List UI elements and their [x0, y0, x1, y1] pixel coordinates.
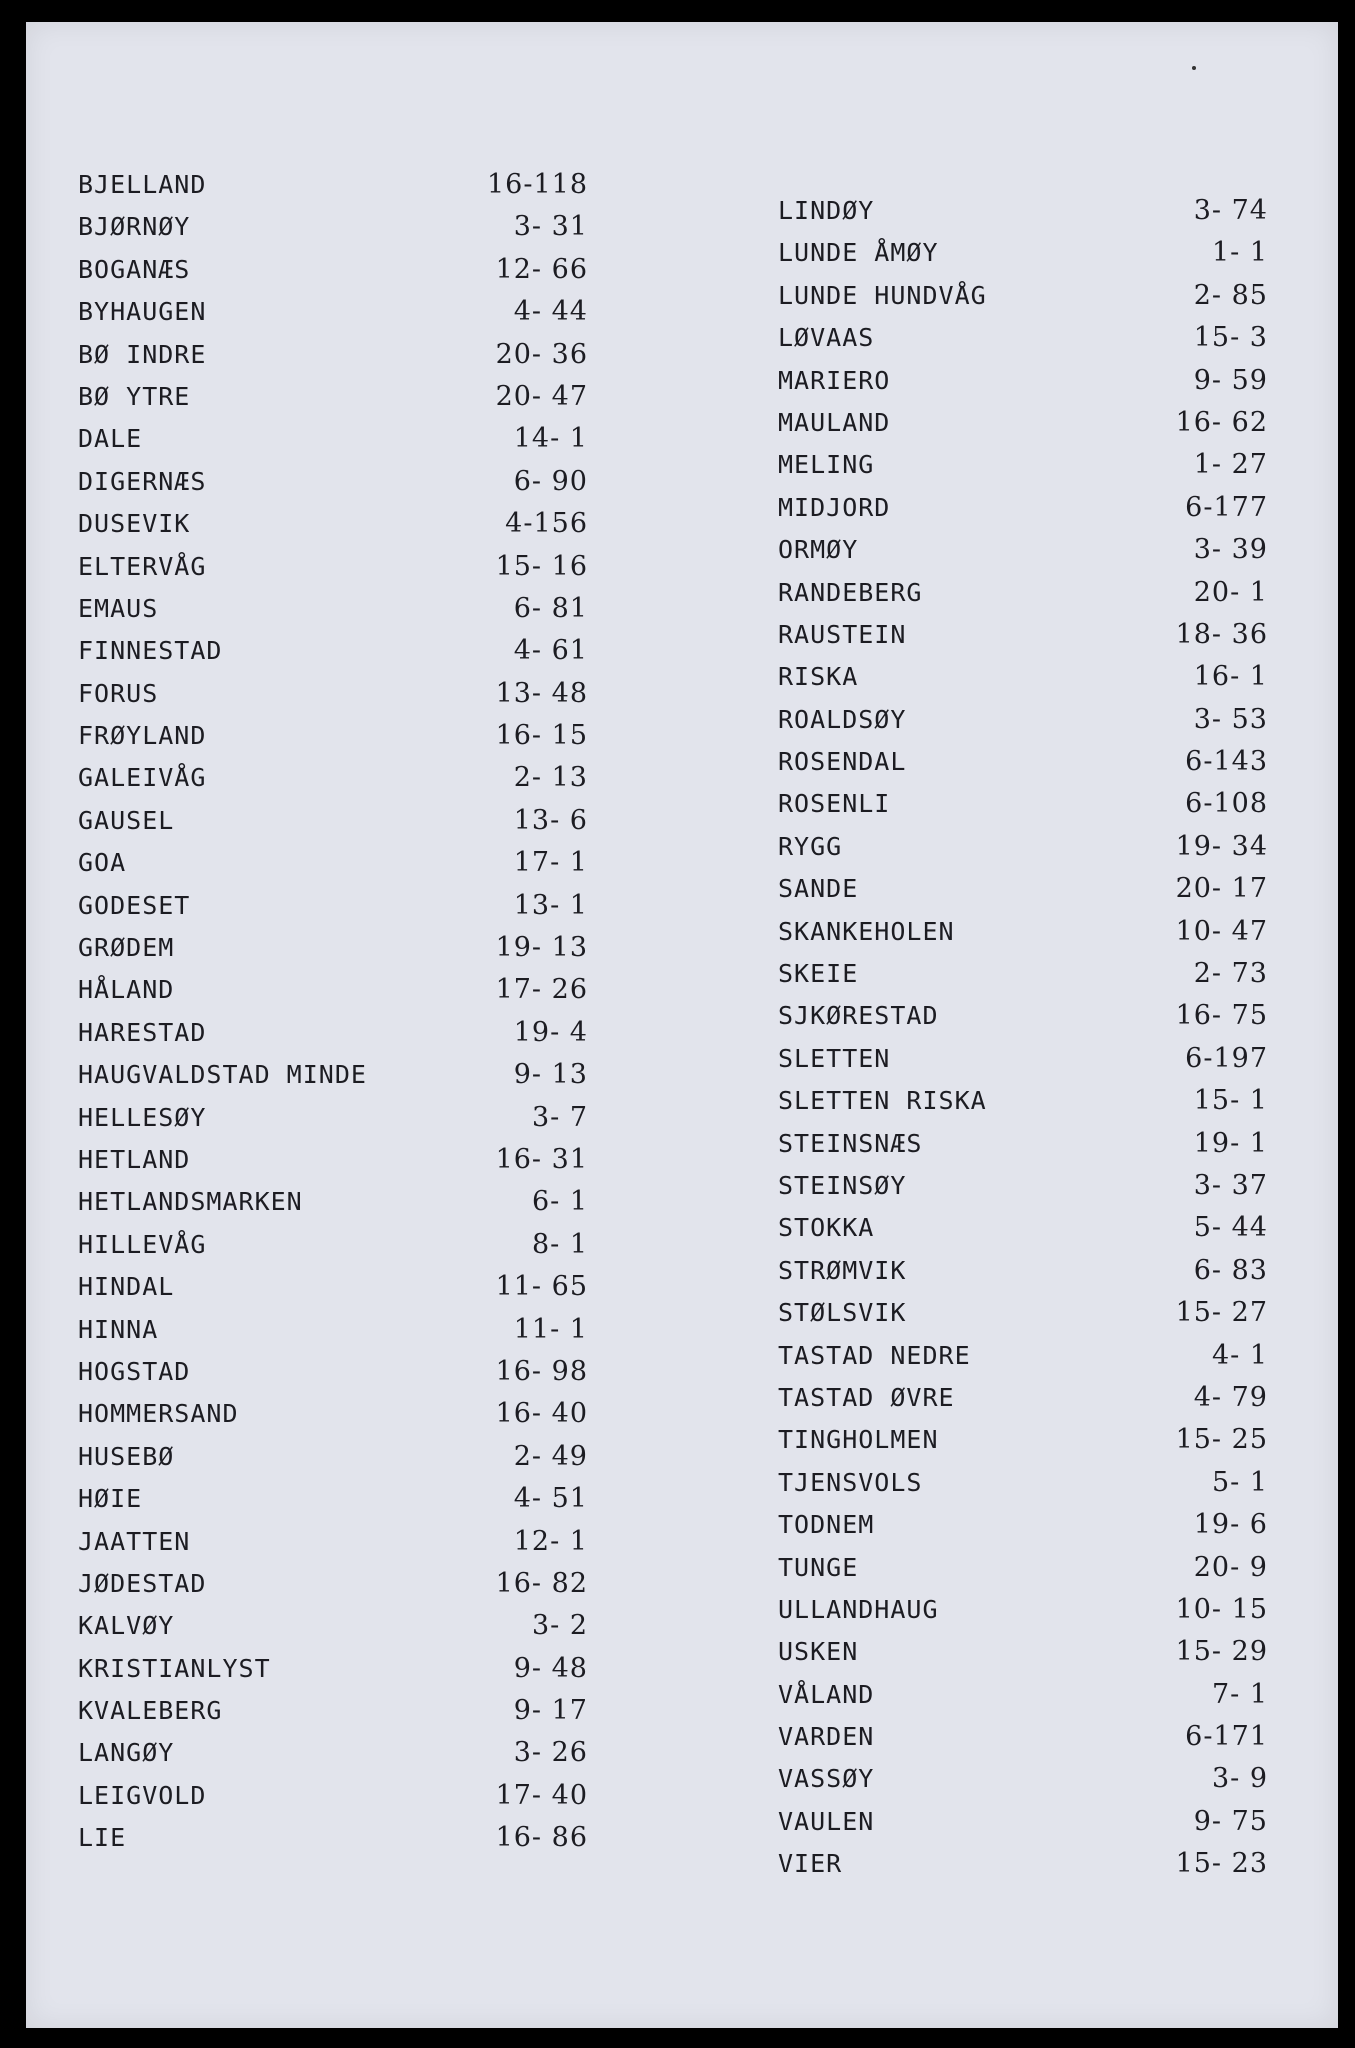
- reference-number: 7- 1: [1211, 1678, 1268, 1710]
- reference-number: 1- 1: [1211, 237, 1268, 269]
- list-item: [778, 317, 1268, 359]
- list-item: [78, 1012, 588, 1054]
- reference-number: 16- 31: [495, 1143, 588, 1175]
- reference-number: 16- 98: [495, 1355, 588, 1387]
- list-item: [778, 275, 1268, 317]
- place-name: VARDEN: [778, 1722, 875, 1752]
- place-name: RAUSTEIN: [778, 619, 907, 649]
- place-name: TASTAD ØVRE: [778, 1382, 955, 1412]
- list-item: [78, 588, 588, 630]
- place-name: FINNESTAD: [78, 636, 223, 666]
- reference-number: 4- 44: [513, 296, 588, 328]
- reference-number: 11- 65: [495, 1271, 588, 1303]
- list-item: [778, 995, 1268, 1037]
- reference-number: 16- 75: [1175, 1000, 1268, 1032]
- list-item: [78, 1690, 588, 1732]
- reference-number: 4- 1: [1211, 1339, 1268, 1371]
- place-name: HELLESØY: [78, 1102, 207, 1132]
- place-name: LØVAAS: [778, 323, 875, 353]
- reference-number: 6-177: [1185, 491, 1268, 523]
- reference-number: 17- 26: [495, 974, 588, 1006]
- reference-number: 1- 27: [1193, 449, 1268, 481]
- reference-number: 12- 1: [513, 1525, 588, 1557]
- place-name: KVALEBERG: [78, 1696, 223, 1726]
- reference-number: 15- 16: [495, 550, 588, 582]
- list-item: [78, 376, 588, 418]
- reference-number: 9- 75: [1193, 1805, 1268, 1837]
- list-item: [778, 1589, 1268, 1631]
- reference-number: 18- 36: [1175, 618, 1268, 650]
- speck-mark: [1192, 66, 1196, 70]
- reference-number: 3- 7: [531, 1101, 588, 1133]
- list-item: [78, 249, 588, 291]
- reference-number: 16- 62: [1175, 406, 1268, 438]
- place-name: VASSØY: [778, 1764, 875, 1794]
- place-name: VAULEN: [778, 1806, 875, 1836]
- list-item: [778, 1250, 1268, 1292]
- list-item: [778, 1801, 1268, 1843]
- place-name: FORUS: [78, 678, 159, 708]
- place-name: SKANKEHOLEN: [778, 916, 955, 946]
- place-name: STOKKA: [778, 1213, 875, 1243]
- list-item: [78, 418, 588, 460]
- place-name: HØIE: [78, 1484, 143, 1514]
- place-name: HILLEVÅG: [78, 1229, 207, 1259]
- place-name: DALE: [78, 424, 143, 454]
- reference-number: 9- 17: [513, 1695, 588, 1727]
- list-item: [778, 699, 1268, 741]
- reference-number: 15- 29: [1175, 1636, 1268, 1668]
- place-name: TASTAD NEDRE: [778, 1340, 971, 1370]
- place-name: RYGG: [778, 831, 843, 861]
- reference-number: 20- 36: [495, 338, 588, 370]
- place-name: RISKA: [778, 662, 859, 692]
- list-item: [778, 868, 1268, 910]
- list-item: [78, 164, 588, 206]
- list-item: [78, 1775, 588, 1817]
- place-name: STØLSVIK: [778, 1298, 907, 1328]
- list-item: [778, 1123, 1268, 1165]
- list-item: [778, 402, 1268, 444]
- list-item: [78, 842, 588, 884]
- place-name: KRISTIANLYST: [78, 1653, 271, 1683]
- reference-number: 3- 2: [531, 1610, 588, 1642]
- reference-number: 15- 23: [1175, 1848, 1268, 1880]
- list-item: [778, 1674, 1268, 1716]
- place-name: SLETTEN RISKA: [778, 1086, 987, 1116]
- list-item: [78, 334, 588, 376]
- place-name: BOGANÆS: [78, 254, 191, 284]
- place-name: SJKØRESTAD: [778, 1001, 939, 1031]
- list-item: [78, 1605, 588, 1647]
- reference-number: 2- 85: [1193, 279, 1268, 311]
- list-item: [78, 927, 588, 969]
- place-name: KALVØY: [78, 1611, 175, 1641]
- list-item: [78, 503, 588, 545]
- reference-number: 16- 40: [495, 1398, 588, 1430]
- reference-number: 20- 9: [1193, 1551, 1268, 1583]
- place-name: GRØDEM: [78, 933, 175, 963]
- reference-number: 2- 13: [513, 762, 588, 794]
- place-name: BJØRNØY: [78, 212, 191, 242]
- reference-number: 3- 26: [513, 1737, 588, 1769]
- reference-number: 6-171: [1185, 1721, 1268, 1753]
- reference-number: 20- 1: [1193, 576, 1268, 608]
- reference-number: 16- 1: [1193, 661, 1268, 693]
- list-item: [778, 741, 1268, 783]
- place-name: HOMMERSAND: [78, 1399, 239, 1429]
- reference-number: 17- 1: [513, 847, 588, 879]
- list-item: [78, 800, 588, 842]
- list-item: [778, 190, 1268, 232]
- place-name: BØ INDRE: [78, 339, 207, 369]
- reference-number: 6-197: [1185, 1042, 1268, 1074]
- list-item: [778, 1504, 1268, 1546]
- list-item: [778, 232, 1268, 274]
- place-name: TUNGE: [778, 1552, 859, 1582]
- list-item: [78, 461, 588, 503]
- place-name: LANGØY: [78, 1738, 175, 1768]
- list-item: [78, 1436, 588, 1478]
- list-item: [778, 656, 1268, 698]
- place-name: VIER: [778, 1849, 843, 1879]
- list-item: [778, 1843, 1268, 1885]
- place-name: ROALDSØY: [778, 704, 907, 734]
- list-item: [778, 1758, 1268, 1800]
- reference-number: 13- 48: [495, 677, 588, 709]
- reference-number: 19- 34: [1175, 830, 1268, 862]
- list-item: [78, 1563, 588, 1605]
- place-name: SKEIE: [778, 959, 859, 989]
- list-item: [778, 1631, 1268, 1673]
- place-name: GOA: [78, 848, 127, 878]
- place-name: STEINSØY: [778, 1170, 907, 1200]
- reference-number: 11- 1: [513, 1313, 588, 1345]
- place-name: GODESET: [78, 890, 191, 920]
- reference-number: 3- 9: [1211, 1763, 1268, 1795]
- place-name: DIGERNÆS: [78, 466, 207, 496]
- list-item: [78, 1224, 588, 1266]
- place-name: BYHAUGEN: [78, 297, 207, 327]
- list-item: [78, 673, 588, 715]
- list-item: [778, 1080, 1268, 1122]
- reference-number: 4- 51: [513, 1483, 588, 1515]
- list-item: [778, 1716, 1268, 1758]
- list-item: [778, 826, 1268, 868]
- list-item: [778, 572, 1268, 614]
- list-item: [778, 1377, 1268, 1419]
- list-item: [78, 1139, 588, 1181]
- place-name: EMAUS: [78, 593, 159, 623]
- place-name: ROSENDAL: [778, 747, 907, 777]
- place-name: MARIERO: [778, 365, 891, 395]
- list-item: [78, 1097, 588, 1139]
- list-item: [778, 1207, 1268, 1249]
- place-name: STEINSNÆS: [778, 1128, 923, 1158]
- reference-number: 12- 66: [495, 253, 588, 285]
- place-name: SANDE: [778, 874, 859, 904]
- place-name: GALEIVÅG: [78, 763, 207, 793]
- list-item: [78, 885, 588, 927]
- list-item: [778, 529, 1268, 571]
- place-name: ELTERVÅG: [78, 551, 207, 581]
- reference-number: 6- 81: [513, 592, 588, 624]
- place-name: BØ YTRE: [78, 381, 191, 411]
- reference-number: 4-156: [505, 508, 588, 540]
- list-item: [778, 1419, 1268, 1461]
- place-name: FRØYLAND: [78, 721, 207, 751]
- reference-number: 8- 1: [531, 1228, 588, 1260]
- reference-number: 13- 1: [513, 889, 588, 921]
- list-item: [78, 1351, 588, 1393]
- reference-number: 20- 47: [495, 380, 588, 412]
- place-name: GAUSEL: [78, 805, 175, 835]
- list-item: [78, 1393, 588, 1435]
- place-name: HARESTAD: [78, 1017, 207, 1047]
- reference-number: 19- 13: [495, 932, 588, 964]
- list-item: [778, 1547, 1268, 1589]
- left-place-list: [78, 164, 588, 1860]
- reference-number: 16- 15: [495, 720, 588, 752]
- reference-number: 19- 1: [1193, 1127, 1268, 1159]
- place-name: LUNDE ÅMØY: [778, 238, 939, 268]
- reference-number: 16- 82: [495, 1567, 588, 1599]
- reference-number: 6-108: [1185, 788, 1268, 820]
- right-place-list: [778, 190, 1268, 1886]
- place-name: HAUGVALDSTAD MINDE: [78, 1060, 367, 1090]
- place-name: STRØMVIK: [778, 1255, 907, 1285]
- place-name: VÅLAND: [778, 1679, 875, 1709]
- list-item: [78, 206, 588, 248]
- place-name: HETLANDSMARKEN: [78, 1187, 303, 1217]
- reference-number: 13- 6: [513, 804, 588, 836]
- reference-number: 19- 6: [1193, 1509, 1268, 1541]
- reference-number: 3- 74: [1193, 195, 1268, 226]
- reference-number: 6- 1: [531, 1186, 588, 1218]
- reference-number: 15- 3: [1193, 322, 1268, 354]
- list-item: [778, 1165, 1268, 1207]
- place-name: ORMØY: [778, 535, 859, 565]
- list-item: [78, 757, 588, 799]
- reference-number: 14- 1: [513, 423, 588, 455]
- document-page: [26, 22, 1338, 2028]
- place-name: LIE: [78, 1823, 127, 1853]
- reference-number: 4- 79: [1193, 1381, 1268, 1413]
- place-name: SLETTEN: [778, 1043, 891, 1073]
- reference-number: 10- 15: [1175, 1593, 1268, 1625]
- reference-number: 3- 37: [1193, 1169, 1268, 1201]
- reference-number: 2- 49: [513, 1440, 588, 1472]
- place-name: HOGSTAD: [78, 1356, 191, 1386]
- place-name: LEIGVOLD: [78, 1780, 207, 1810]
- list-item: [78, 1732, 588, 1774]
- reference-number: 2- 73: [1193, 958, 1268, 990]
- place-name: HINNA: [78, 1314, 159, 1344]
- place-name: HÅLAND: [78, 975, 175, 1005]
- reference-number: 20- 17: [1175, 873, 1268, 905]
- place-name: ROSENLI: [778, 789, 891, 819]
- list-item: [78, 1478, 588, 1520]
- list-item: [78, 1309, 588, 1351]
- list-item: [78, 546, 588, 588]
- reference-number: 15- 25: [1175, 1424, 1268, 1456]
- reference-number: 9- 59: [1193, 364, 1268, 396]
- place-name: USKEN: [778, 1637, 859, 1667]
- place-name: HETLAND: [78, 1144, 191, 1174]
- place-name: TINGHOLMEN: [778, 1425, 939, 1455]
- list-item: [778, 614, 1268, 656]
- list-item: [778, 444, 1268, 486]
- list-item: [778, 360, 1268, 402]
- place-name: TJENSVOLS: [778, 1467, 923, 1497]
- list-item: [778, 487, 1268, 529]
- place-name: LINDØY: [778, 196, 875, 225]
- reference-number: 19- 4: [513, 1016, 588, 1048]
- reference-number: 4- 61: [513, 635, 588, 667]
- list-item: [778, 911, 1268, 953]
- reference-number: 3- 31: [513, 211, 588, 243]
- list-item: [78, 969, 588, 1011]
- list-item: [778, 953, 1268, 995]
- list-item: [778, 1335, 1268, 1377]
- reference-number: 5- 44: [1193, 1212, 1268, 1244]
- list-item: [78, 715, 588, 757]
- reference-number: 9- 13: [513, 1059, 588, 1091]
- reference-number: 6-143: [1185, 746, 1268, 778]
- list-item: [778, 1038, 1268, 1080]
- place-name: DUSEVIK: [78, 509, 191, 539]
- reference-number: 5- 1: [1211, 1466, 1268, 1498]
- list-item: [78, 1648, 588, 1690]
- list-item: [78, 1521, 588, 1563]
- place-name: BJELLAND: [78, 170, 207, 199]
- list-item: [78, 1181, 588, 1223]
- place-name: LUNDE HUNDVÅG: [778, 280, 987, 310]
- place-name: JAATTEN: [78, 1526, 191, 1556]
- reference-number: 3- 53: [1193, 703, 1268, 735]
- list-item: [78, 1817, 588, 1859]
- reference-number: 16-118: [486, 169, 588, 200]
- place-name: JØDESTAD: [78, 1568, 207, 1598]
- reference-number: 9- 48: [513, 1652, 588, 1684]
- list-item: [778, 1462, 1268, 1504]
- place-name: MIDJORD: [778, 492, 891, 522]
- list-item: [778, 1292, 1268, 1334]
- reference-number: 15- 1: [1193, 1085, 1268, 1117]
- reference-number: 3- 39: [1193, 534, 1268, 566]
- place-name: RANDEBERG: [778, 577, 923, 607]
- list-item: [78, 291, 588, 333]
- place-name: MELING: [778, 450, 875, 480]
- place-name: ULLANDHAUG: [778, 1594, 939, 1624]
- reference-number: 10- 47: [1175, 915, 1268, 947]
- list-item: [78, 1266, 588, 1308]
- place-name: TODNEM: [778, 1510, 875, 1540]
- reference-number: 15- 27: [1175, 1297, 1268, 1329]
- reference-number: 6- 83: [1193, 1254, 1268, 1286]
- place-name: MAULAND: [778, 407, 891, 437]
- place-name: HUSEBØ: [78, 1441, 175, 1471]
- reference-number: 16- 86: [495, 1822, 588, 1854]
- list-item: [778, 783, 1268, 825]
- list-item: [78, 1054, 588, 1096]
- reference-number: 6- 90: [513, 465, 588, 497]
- place-name: HINDAL: [78, 1272, 175, 1302]
- list-item: [78, 630, 588, 672]
- reference-number: 17- 40: [495, 1779, 588, 1811]
